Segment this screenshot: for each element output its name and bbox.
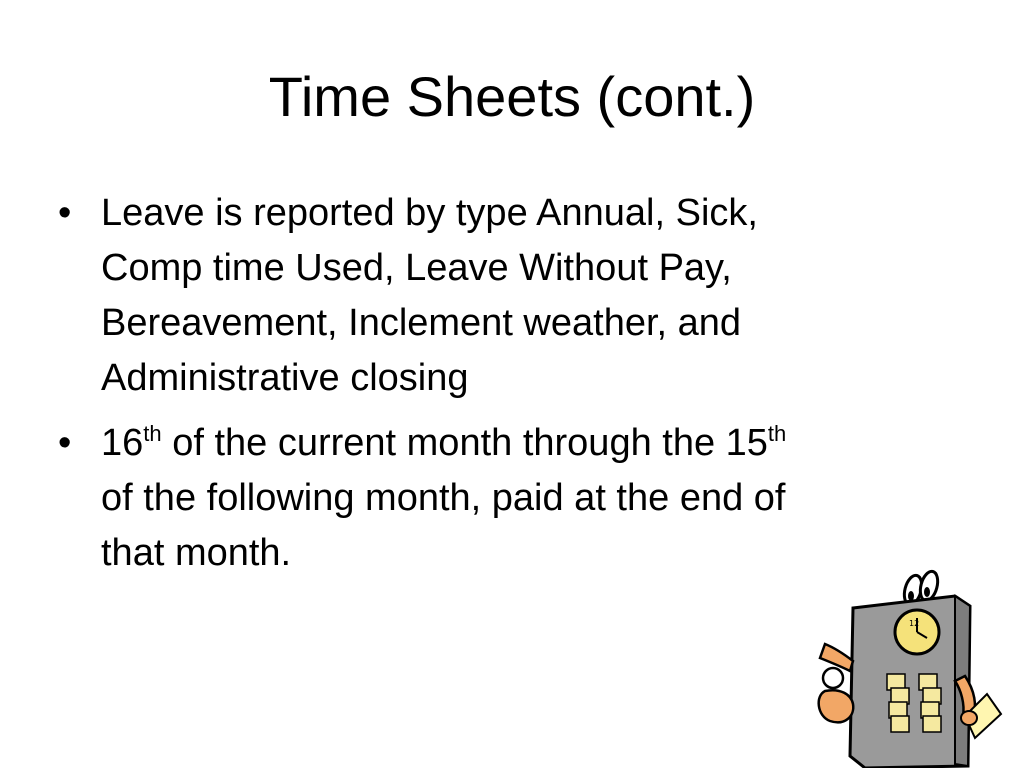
- bullet-line: of the following month, paid at the end of: [101, 477, 786, 519]
- bullet-line: Leave is reported by type Annual, Sick,: [101, 192, 758, 234]
- bullet-line: Bereavement, Inclement weather, and: [101, 302, 742, 344]
- bullet-text: of the current month through the 15: [161, 422, 768, 464]
- bullet-line: [101, 416, 958, 471]
- slide-title: Time Sheets (cont.): [268, 65, 756, 128]
- bullet-leave-types: [58, 186, 958, 406]
- bullet-line: Comp time Used, Leave Without Pay,: [101, 247, 732, 289]
- day-16: 16: [101, 422, 144, 464]
- bullet-marker: •: [58, 422, 72, 464]
- bullet-pay-period: [58, 416, 958, 581]
- svg-text:12: 12: [909, 619, 920, 628]
- bullet-list: [58, 186, 958, 591]
- bullet-line: Administrative closing: [101, 357, 469, 399]
- bullet-marker: •: [58, 192, 72, 234]
- ordinal-suffix: th: [767, 421, 787, 446]
- ordinal-suffix: th: [143, 421, 162, 446]
- bullet-line: that month.: [101, 532, 292, 574]
- time-clock-character-icon: [805, 566, 1005, 768]
